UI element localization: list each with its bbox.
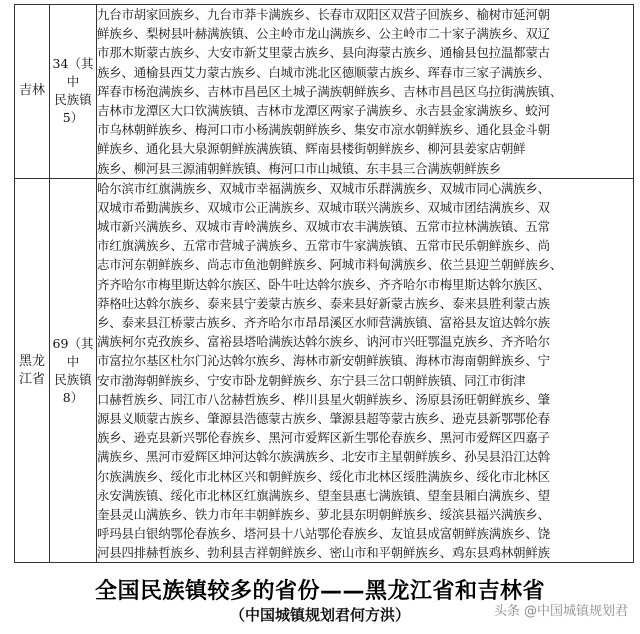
list-line: 市那木斯蒙古族乡、大安市新艾里蒙古族乡、县向海蒙古族乡、通榆县包拉温都蒙古: [97, 45, 550, 61]
ethnic-township-table: [14, 4, 634, 563]
list-line: 市乌林朝鲜族乡、梅河口市小杨满族朝鲜族乡、集安市凉水朝鲜族乡、通化县金斗朝: [97, 122, 550, 138]
list-line: 莽格吐达斡尔族乡、泰来县宁姜蒙古族乡、泰来县好新蒙古族乡、泰来县胜利蒙古族: [97, 295, 550, 311]
province-name-line1: 黑龙: [18, 353, 45, 369]
list-line: 永安满族镇、绥化市北林区红旗满族乡、望奎县惠七满族镇、望奎县厢白满族乡、望: [97, 487, 550, 503]
list-line: 安市渤海朝鲜族乡、宁安市卧龙朝鲜族乡、东宁县三岔口朝鲜族镇、同江市街津: [97, 372, 526, 388]
list-line: 齐齐哈尔市梅里斯达斡尔族区、卧牛吐达斡尔族乡、齐齐哈尔市梅里斯达斡尔族区、: [97, 276, 550, 292]
list-line: 族乡、柳河县三源浦朝鲜族镇、梅河口市山城镇、东丰县三合满族朝鲜族乡: [97, 160, 501, 176]
list-line: 鲜族乡、通化县大泉源朝鲜族满族镇、辉南县楼街朝鲜族乡、柳河县姜家店朝鲜: [97, 141, 526, 157]
count-sub: 民族镇8）: [54, 371, 92, 405]
count-sub: 民族镇5）: [54, 92, 92, 126]
province-name: 吉林: [18, 83, 45, 99]
list-line: 乡、泰来县江桥蒙古族乡、齐齐哈尔市昂昂溪区水师营满族镇、富裕县友谊达斡尔族: [97, 315, 550, 330]
list-line: 呼玛县白银纳鄂伦春族乡、塔河县十八站鄂伦春族乡、友谊县成富朝鲜族满族乡、饶: [97, 526, 550, 542]
list-line: 志市河东朝鲜族乡、尚志市鱼池朝鲜族乡、阿城市料甸满族乡、依兰县迎兰朝鲜族乡、: [97, 257, 563, 273]
count-main: 34（其中: [52, 56, 94, 90]
list-line: 双城市希勤满族乡、双城市公正满族乡、双城市联兴满族乡、双城市团结满族乡、双: [97, 199, 550, 215]
province-cell: [15, 178, 50, 563]
list-line: 吉林市龙潭区大口钦满族镇、吉林市龙潭区两家子满族乡、永吉县金家满族乡、蛟河: [97, 102, 550, 118]
list-line: 河县四排赫哲族乡、勃利县吉祥朝鲜族乡、密山市和平朝鲜族乡、鸡东县鸡林朝鲜族: [97, 545, 550, 561]
township-list-cell: [97, 178, 634, 563]
caption-title: 全国民族镇较多的省份——黑龙江省和吉林省: [94, 579, 545, 604]
list-line: 族乡、逊克县新兴鄂伦春族乡、黑河市爱辉区新生鄂伦春族乡、黑河市爱辉区四嘉子: [97, 430, 550, 446]
list-line: 尔族满族乡、绥化市北林区兴和朝鲜族乡、绥化市北林区绥胜满族乡、绥化市北林区: [97, 468, 550, 484]
table-row: [15, 5, 634, 179]
list-line: 九台市胡家回族乡、九台市莽卡满族乡、长春市双阳区双营子回族乡、榆树市延河朝: [97, 7, 550, 22]
list-line: 口赫哲族乡、同江市八岔赫哲族乡、桦川县星火朝鲜族乡、汤原县汤旺朝鲜族乡、肇: [97, 391, 550, 407]
caption-subtitle: （中国城镇规划君何方洪）: [229, 606, 410, 624]
list-line: 族乡、通榆县西艾力蒙古族乡、白城市洮北区德顺蒙古族乡、珲春市三家子满族乡、: [97, 64, 550, 80]
table-row: [15, 178, 634, 563]
list-line: 哈尔滨市红旗满族乡、双城市幸福满族乡、双城市乐群满族乡、双城市同心满族乡、: [97, 180, 550, 196]
count-cell: [50, 5, 97, 179]
count-main: 69（其中: [52, 335, 94, 369]
list-line: 城市新兴满族乡、双城市青岭满族乡、双城市农丰满族镇、五常市拉林满族镇、五常: [97, 219, 550, 235]
list-line: 满族乡、黑河市爱辉区坤河达斡尔族满族乡、北安市主星朝鲜族乡、孙吴县沿江达斡: [97, 449, 550, 465]
list-line: 市富拉尔基区杜尔门沁达斡尔族乡、海林市新安朝鲜族镇、海林市海南朝鲜族乡、宁: [97, 353, 550, 369]
province-name-line2: 江省: [18, 371, 45, 387]
list-line: 满族柯尔克孜族乡、富裕县塔哈满族达斡尔族乡、讷河市兴旺鄂温克族乡、齐齐哈尔: [97, 334, 550, 350]
list-line: 奎县灵山满族乡、铁力市年丰朝鲜族乡、萝北县东明朝鲜族乡、绥滨县福兴满族乡、: [97, 506, 550, 522]
township-list-cell: [97, 5, 634, 179]
count-cell: [50, 178, 97, 563]
province-cell: [15, 5, 50, 179]
list-line: 源县义顺蒙古族乡、肇源县浩德蒙古族乡、肇源县超等蒙古族乡、逊克县新鄂鄂伦春: [97, 410, 550, 426]
list-line: 珲春市杨泡满族乡、吉林市昌邑区土城子满族朝鲜族乡、吉林市昌邑区乌拉街满族镇、: [97, 83, 563, 99]
watermark: 头条 @中国城镇规划君: [493, 604, 628, 619]
list-line: 市红旗满族乡、五常市营城子满族乡、五常市牛家满族镇、五常市民乐朝鲜族乡、尚: [97, 238, 550, 254]
list-line: 鲜族乡、梨树县叶赫满族镇、公主岭市龙山满族乡、公主岭市二十家子满族乡、双辽: [97, 26, 550, 42]
